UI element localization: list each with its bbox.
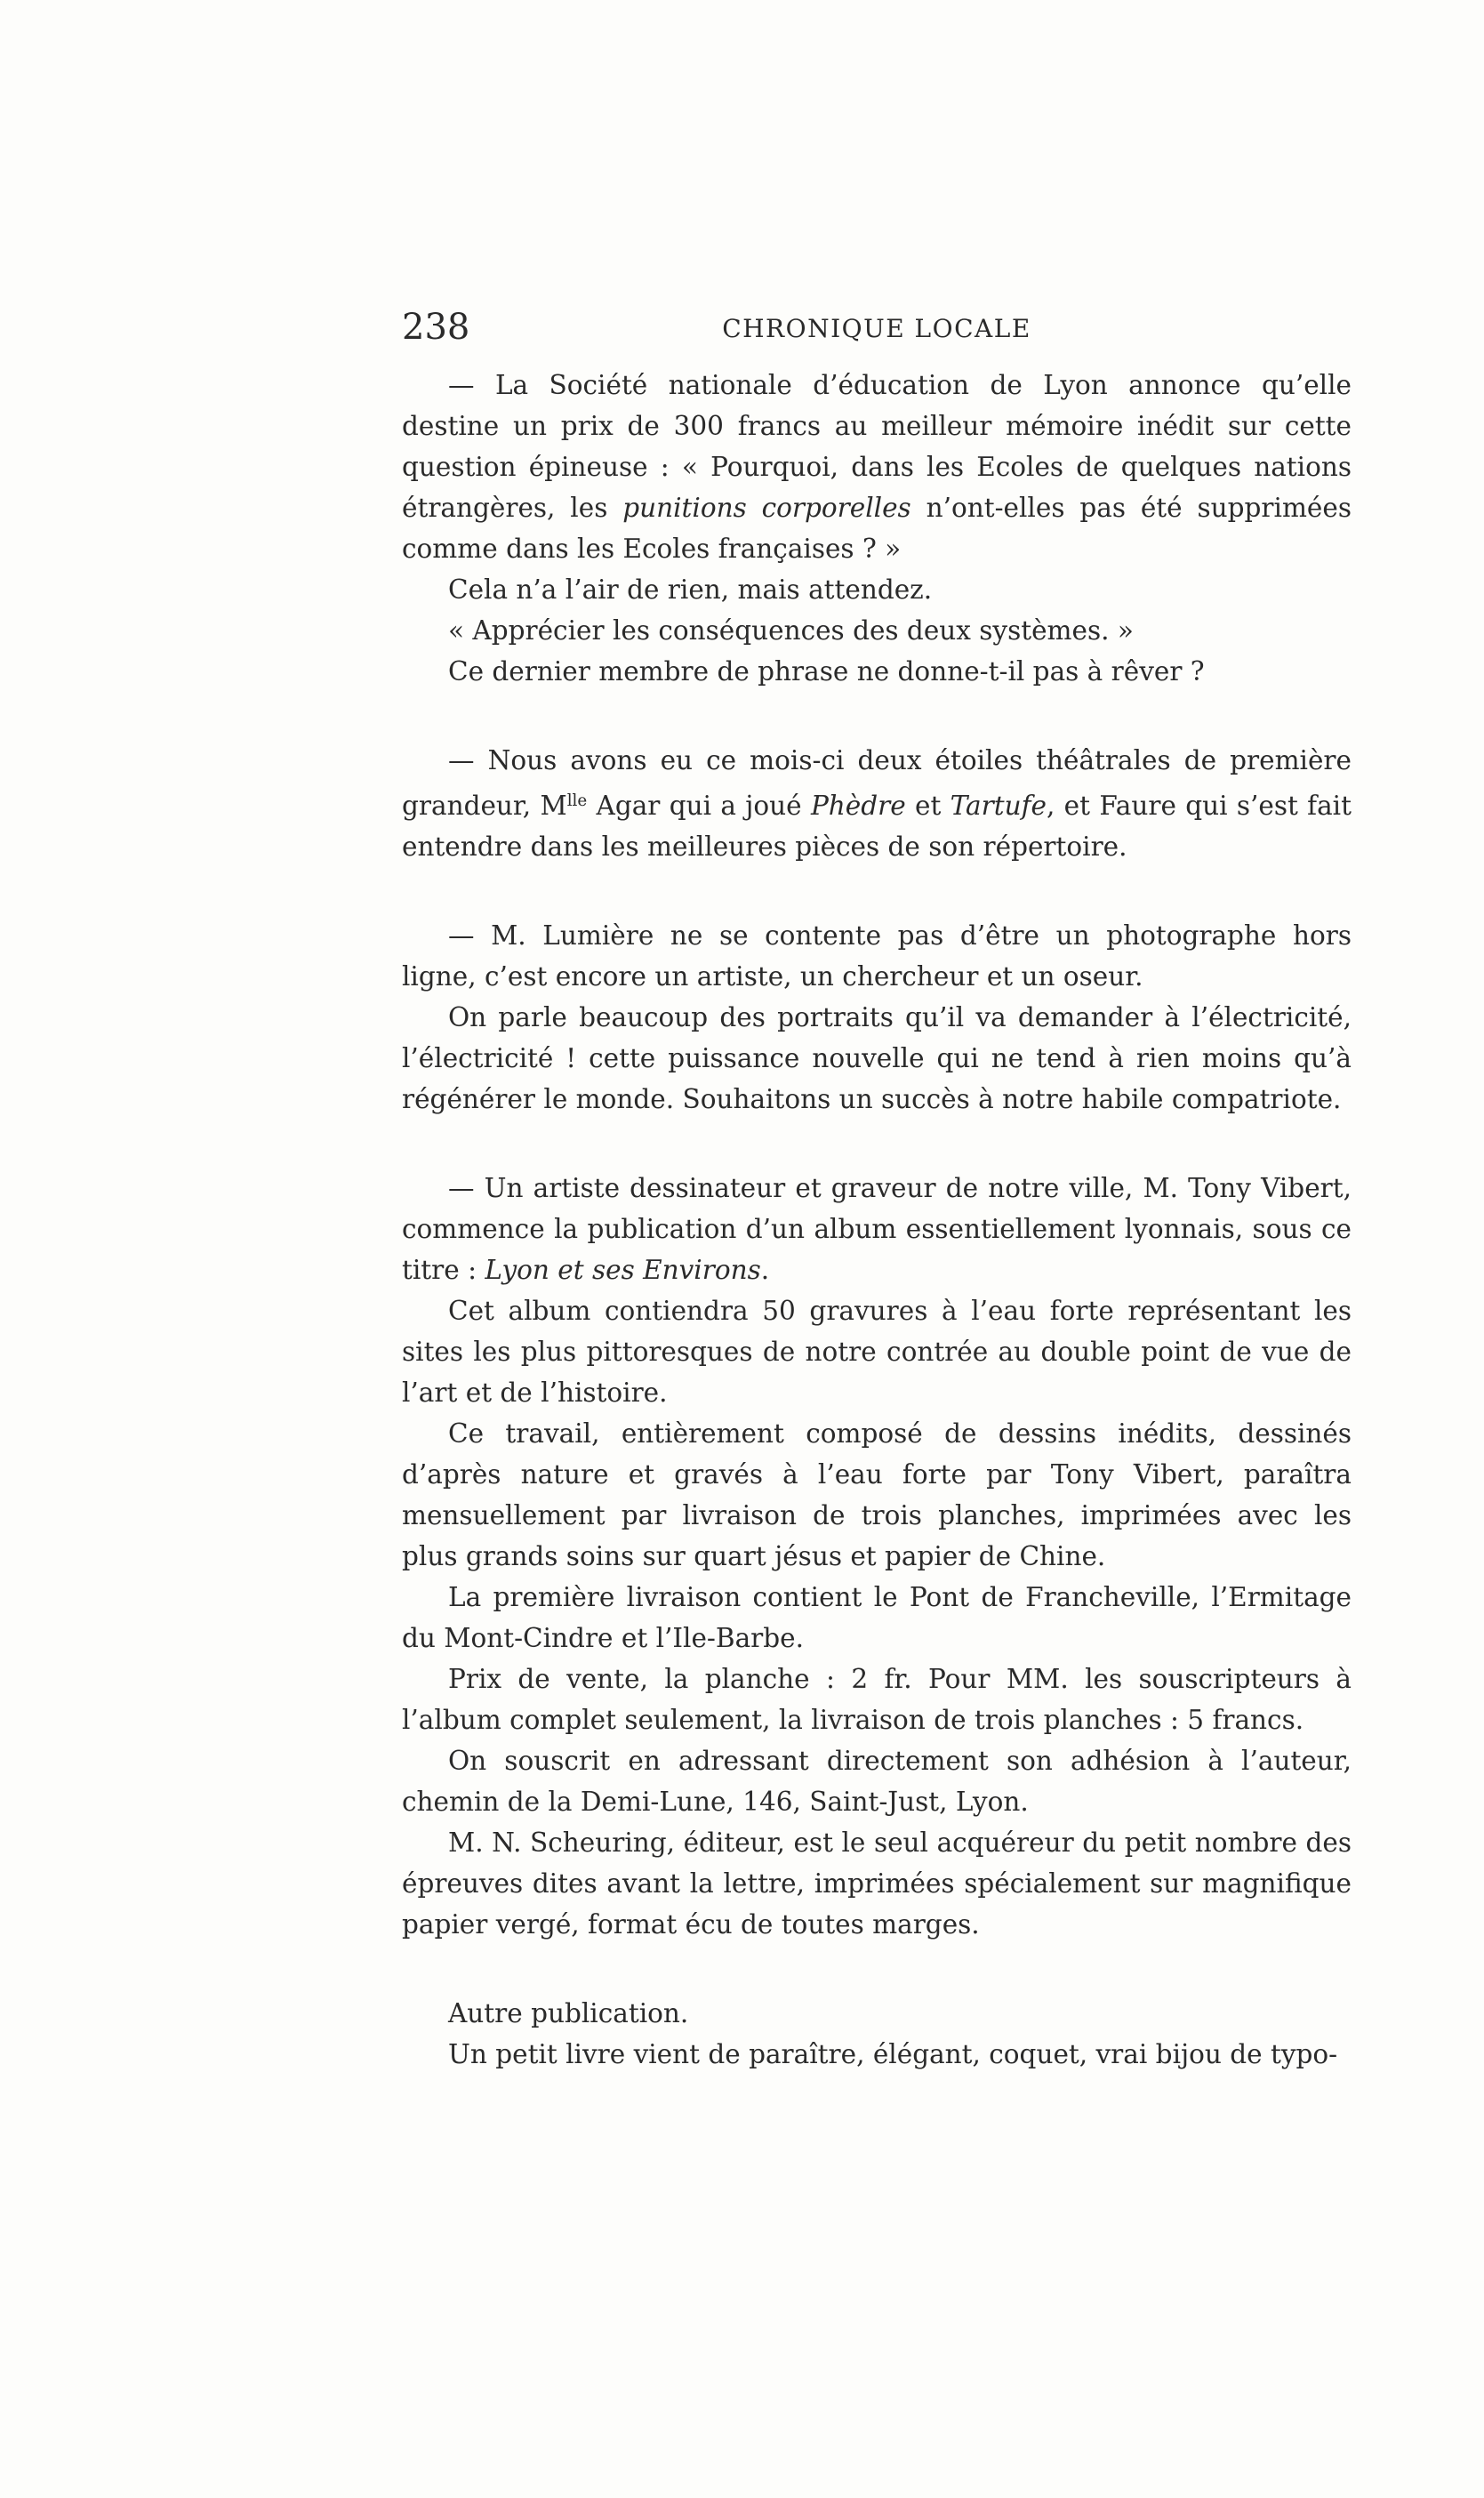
paragraph-15: Autre publication. (448, 1998, 689, 2029)
paragraph-1 (402, 365, 1352, 569)
text-run: . (760, 1255, 770, 1286)
text-run: — Un artiste dessinateur et graveur de notre ville, M. Tony Vibert, commence la publication d’un album essentiellement lyonnais, sous ce titre : (402, 1173, 1352, 1286)
paragraph-6: — M. Lumière ne se contente pas d’être un photographe hors ligne, c’est encore un artiste, un chercheur et un oseur. (402, 920, 1352, 992)
italic-run: Tartufe (950, 791, 1047, 822)
superscript: lle (566, 791, 588, 810)
text-run: — Nous avons eu ce mois-ci deux étoiles théâtrales de première grandeur, M (402, 745, 1352, 822)
running-title: CHRONIQUE LOCALE (722, 314, 1031, 343)
body-text (402, 365, 1352, 2075)
paragraph-2: Cela n’a l’air de rien, mais attendez. (448, 574, 933, 605)
text-run: et (905, 791, 951, 822)
paragraph-10: Ce travail, entièrement composé de dessins inédits, dessinés d’après nature et gravés à l’eau forte par Tony Vibert, paraîtra mensuellement par livraison de trois planches, imprimées avec les plus grands soins sur quart jésus et papier de Chine. (402, 1418, 1352, 1572)
paragraph-5 (402, 740, 1352, 867)
text-run: , et Faure qui s’est fait entendre dans les meilleures pièces de son répertoire. (402, 791, 1352, 863)
paragraph-12: Prix de vente, la planche : 2 fr. Pour MM. les souscripteurs à l’album complet seulement, la livraison de trois planches : 5 francs. (402, 1664, 1352, 1736)
italic-run: punitions corporelles (622, 493, 911, 523)
paragraph-8 (402, 1168, 1352, 1290)
page-header (402, 307, 1352, 351)
paragraph-9: Cet album contiendra 50 gravures à l’eau forte représentant les sites les plus pittoresques de notre contrée au double point de vue de l’art et de l’histoire. (402, 1296, 1352, 1409)
italic-run: Phèdre (810, 791, 906, 822)
paragraph-13: On souscrit en adressant directement son adhésion à l’auteur, chemin de la Demi-Lune, 146, Saint-Just, Lyon. (402, 1746, 1352, 1818)
paragraph-7: On parle beaucoup des portraits qu’il va demander à l’électricité, l’électricité ! cette puissance nouvelle qui ne tend à rien moins qu’à régénérer le monde. Souhaitons un succès à notre habile compatriote. (402, 1002, 1352, 1115)
text-run: — La Société nationale d’éducation de Lyon annonce qu’elle destine un prix de 300 francs au meilleur mémoire inédit sur cette question épineuse : « Pourquoi, dans les Ecoles de quelques nations étrangères, les (402, 370, 1352, 523)
paragraph-11: La première livraison contient le Pont de Francheville, l’Ermitage du Mont-Cindre et l’Ile-Barbe. (402, 1582, 1352, 1654)
paragraph-4: Ce dernier membre de phrase ne donne-t-il pas à rêver ? (448, 656, 1205, 687)
italic-run: Lyon et ses Environs (485, 1255, 761, 1286)
paragraph-14: M. N. Scheuring, éditeur, est le seul acquéreur du petit nombre des épreuves dites avant la lettre, imprimées spécialement sur magnifique papier vergé, format écu de toutes marges. (402, 1827, 1352, 1940)
page-number: 238 (402, 307, 470, 348)
paragraph-16: Un petit livre vient de paraître, élégant, coquet, vrai bijou de typo- (448, 2039, 1338, 2070)
text-run: Agar qui a joué (587, 791, 811, 822)
paragraph-3: « Apprécier les conséquences des deux systèmes. » (448, 615, 1134, 646)
text-run: n’ont-elles pas été supprimées comme dans les Ecoles françaises ? » (402, 493, 1352, 564)
